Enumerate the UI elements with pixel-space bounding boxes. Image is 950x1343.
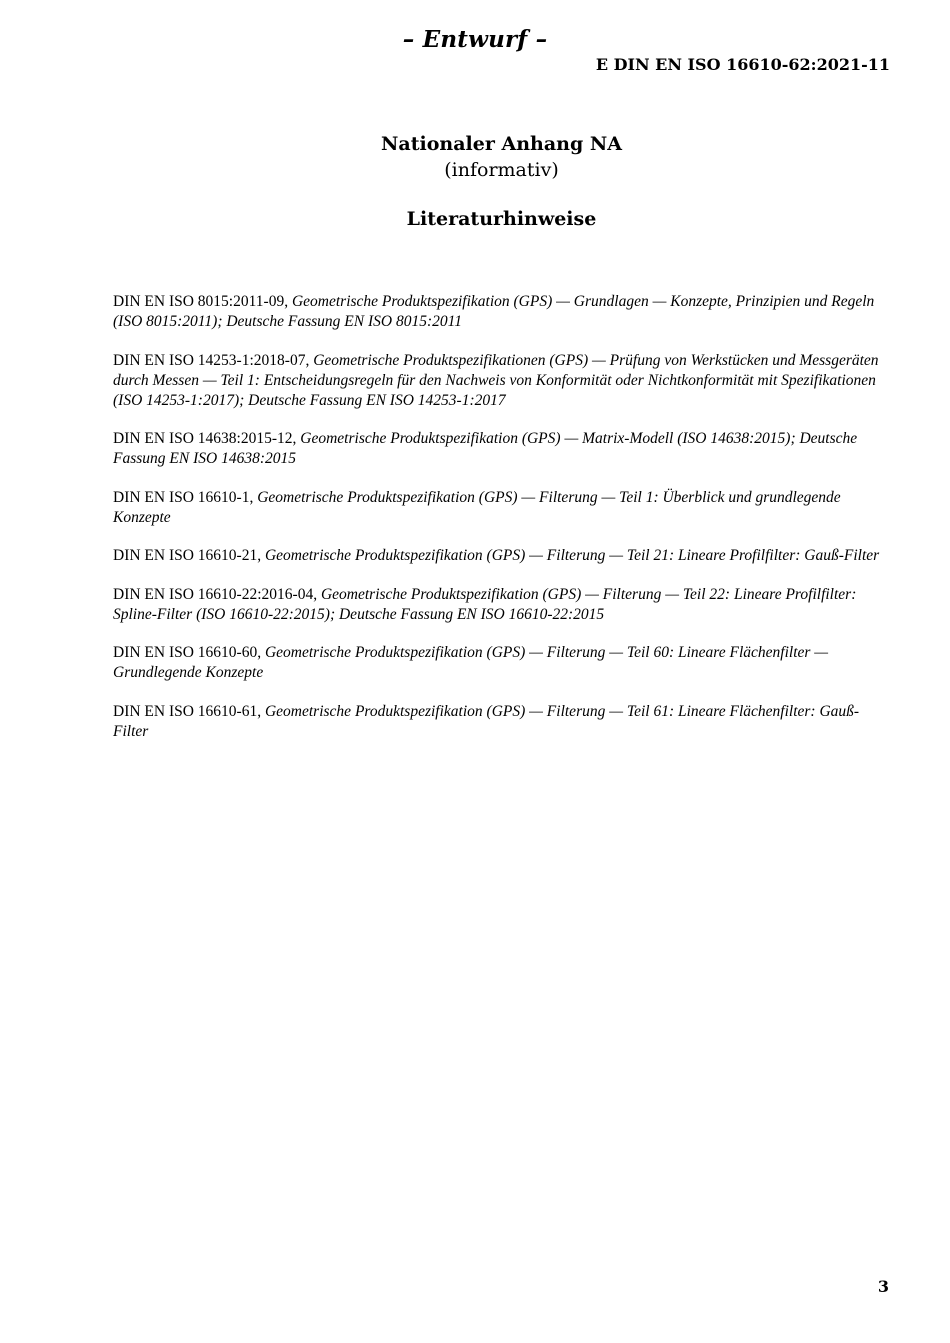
bibliography-entry	[113, 702, 890, 742]
reference-designation: DIN EN ISO 16610-22:2016-04,	[113, 585, 318, 603]
page-number: 3	[877, 1277, 889, 1296]
annex-title: Nationaler Anhang NA	[381, 133, 622, 155]
reference-title: Geometrische Produktspezifikation (GPS) — Grundlagen — Konzepte, Prinzipien und Regeln (ISO 8015:2011); Deutsche Fassung EN ISO 8015:2011	[113, 293, 875, 330]
reference-designation: DIN EN ISO 16610-1,	[113, 488, 254, 506]
bibliography-entry	[113, 429, 890, 469]
bibliography-entry	[113, 546, 890, 566]
reference-title: Geometrische Produktspezifikation (GPS) — Filterung — Teil 60: Lineare Flächenfilter — Grundlegende Konzepte	[113, 644, 829, 681]
reference-designation: DIN EN ISO 16610-60,	[113, 644, 262, 661]
reference-title: Geometrische Produktspezifikation (GPS) — Filterung — Teil 21: Lineare Profilfilter: Gauß-Filter	[264, 547, 880, 564]
bibliography-entry	[113, 488, 890, 528]
section-title: Literaturhinweise	[406, 208, 597, 230]
reference-designation: DIN EN ISO 16610-21,	[113, 547, 262, 564]
reference-title: Geometrische Produktspezifikation (GPS) — Filterung — Teil 61: Lineare Flächenfilter: Gauß-Filter	[113, 702, 860, 740]
bibliography-entry	[113, 292, 890, 332]
reference-title: Geometrische Produktspezifikation (GPS) — Matrix-Modell (ISO 14638:2015); Deutsche Fassung EN ISO 14638:2015	[113, 430, 858, 467]
bibliography-entry	[113, 643, 890, 683]
bibliography-entry	[113, 351, 890, 411]
reference-title: Geometrische Produktspezifikationen (GPS) — Prüfung von Werkstücken und Messgeräten durch Messen — Teil 1: Entscheidungsregeln für den Nachweis von Konformität oder Nichtkonformität mit Spezifikationen (ISO 14253-1:2017); Deutsche Fassung EN ISO 14253-1:2017	[113, 351, 879, 409]
reference-designation: DIN EN ISO 8015:2011-09,	[113, 293, 289, 310]
reference-designation: DIN EN ISO 16610-61,	[113, 702, 262, 720]
reference-designation: DIN EN ISO 14638:2015-12,	[113, 430, 297, 447]
document-number: E DIN EN ISO 16610-62:2021-11	[595, 55, 890, 74]
reference-designation: DIN EN ISO 14253-1:2018-07,	[113, 351, 310, 369]
bibliography-entry	[113, 585, 890, 625]
draft-watermark-label: – Entwurf –	[402, 26, 548, 53]
reference-title: Geometrische Produktspezifikation (GPS) — Filterung — Teil 1: Überblick und grundlegende Konzepte	[113, 488, 841, 526]
bibliography-list	[113, 292, 890, 760]
annex-subtitle: (informativ)	[444, 159, 559, 181]
reference-title: Geometrische Produktspezifikation (GPS) — Filterung — Teil 22: Lineare Profilfilter: Spline-Filter (ISO 16610-22:2015); Deutsche Fassung EN ISO 16610-22:2015	[113, 585, 857, 623]
